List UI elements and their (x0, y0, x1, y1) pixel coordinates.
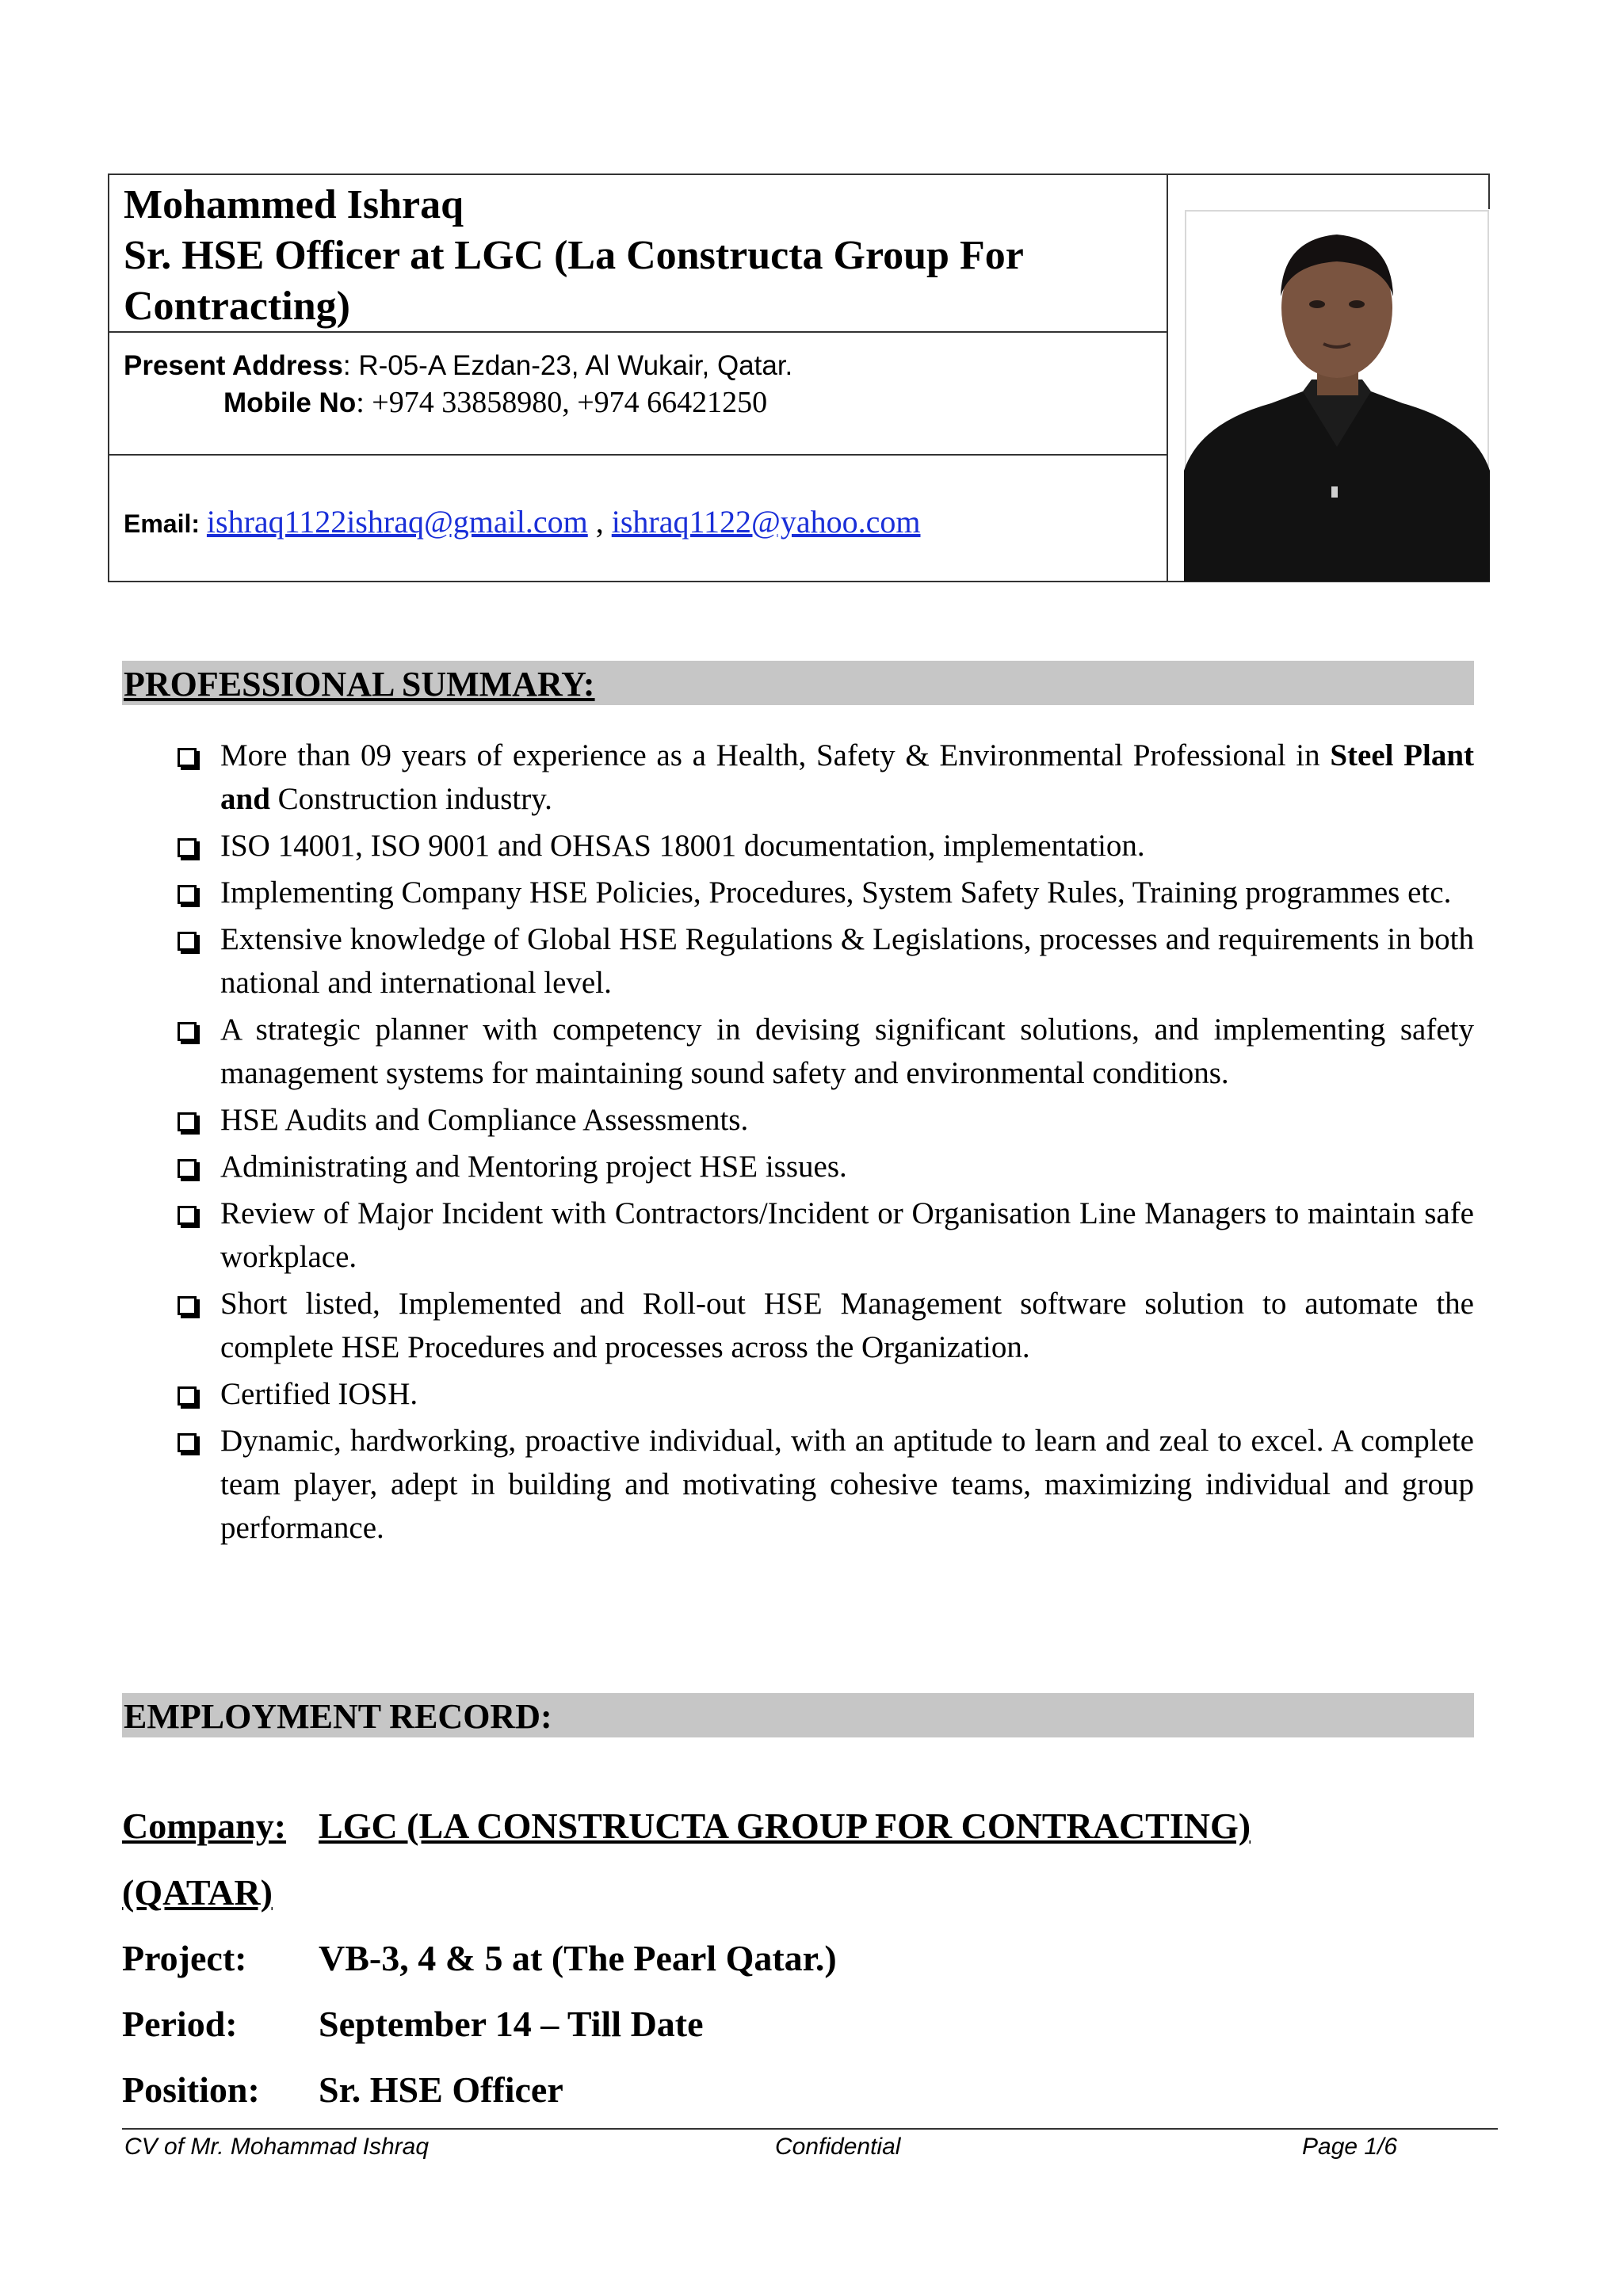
summary-item: Implementing Company HSE Policies, Procedures, System Safety Rules, Training programmes etc. (122, 871, 1474, 914)
summary-item: A strategic planner with competency in devising significant solutions, and implementing safety management systems for maintaining sound safety and environmental conditions. (122, 1008, 1474, 1095)
mobile-value: : +974 33858980, +974 66421250 (356, 386, 768, 419)
email-link-gmail[interactable]: ishraq1122ishraq@gmail.com (206, 504, 588, 540)
employment-company-continued (122, 1871, 273, 1913)
profile-photo-image (1184, 209, 1490, 582)
project-label: Project: (122, 1938, 247, 1978)
checkbox-bullet-icon (178, 838, 197, 857)
employment-company (122, 1805, 1251, 1847)
name-cell (109, 175, 1167, 333)
checkbox-bullet-icon (178, 1159, 197, 1178)
summary-item: Extensive knowledge of Global HSE Regulations & Legislations, processes and requirements in both national and international level. (122, 917, 1474, 1005)
email-line (124, 503, 920, 540)
checkbox-bullet-icon (178, 1433, 197, 1452)
checkbox-bullet-icon (178, 748, 197, 767)
summary-item: Administrating and Mentoring project HSE issues. (122, 1145, 1474, 1188)
employment-position (122, 2069, 563, 2111)
summary-item: HSE Audits and Compliance Assessments. (122, 1098, 1474, 1142)
footer-left: CV of Mr. Mohammad Ishraq (124, 2134, 430, 2160)
checkbox-bullet-icon (178, 1296, 197, 1315)
checkbox-bullet-icon (178, 1112, 197, 1131)
company-label: Company: (122, 1806, 287, 1846)
summary-item: Certified IOSH. (122, 1372, 1474, 1416)
checkbox-bullet-icon (178, 1386, 197, 1405)
mobile-number (223, 385, 767, 420)
address-label: Present Address (124, 350, 343, 381)
period-label: Period: (122, 2004, 238, 2044)
candidate-title-line1: Sr. HSE Officer at LGC (La Constructa Group For (124, 233, 1024, 278)
summary-item: Short listed, Implemented and Roll-out HSE Management software solution to automate the complete HSE Procedures and processes across the Organization. (122, 1282, 1474, 1369)
present-address (124, 350, 792, 382)
position-label: Position: (122, 2069, 260, 2110)
mobile-label: Mobile No (223, 387, 357, 418)
checkbox-bullet-icon (178, 1022, 197, 1041)
company-value-continued: (QATAR) (122, 1872, 273, 1913)
company-value: LGC (LA CONSTRUCTA GROUP FOR CONTRACTING) (319, 1806, 1251, 1846)
section-professional-summary (122, 661, 1474, 705)
email-link-yahoo[interactable]: ishraq1122@yahoo.com (611, 504, 921, 540)
summary-item: More than 09 years of experience as a Health, Safety & Environmental Professional in Steel Plant and Construction industry. (122, 734, 1474, 821)
period-value: September 14 – Till Date (319, 2004, 704, 2044)
checkbox-bullet-icon (178, 932, 197, 951)
position-value: Sr. HSE Officer (319, 2069, 563, 2110)
project-value: VB-3, 4 & 5 at (The Pearl Qatar.) (319, 1938, 837, 1978)
address-cell (109, 333, 1167, 456)
summary-item: Dynamic, hardworking, proactive individual, with an aptitude to learn and zeal to excel. A complete team player, adept in building and motivating cohesive teams, maximizing individual and group performance. (122, 1419, 1474, 1550)
checkbox-bullet-icon (178, 885, 197, 904)
email-separator: , (587, 504, 612, 540)
candidate-name: Mohammed Ishraq (124, 182, 464, 227)
summary-item: Review of Major Incident with Contractors/Incident or Organisation Line Managers to maintain safe workplace. (122, 1192, 1474, 1279)
email-label: Email: (124, 509, 200, 538)
email-cell (109, 456, 1167, 582)
footer-divider (122, 2128, 1498, 2130)
summary-list (122, 734, 1474, 1553)
employment-period (122, 2003, 704, 2045)
employment-project (122, 1937, 837, 1979)
address-value: : R-05-A Ezdan-23, Al Wukair, Qatar. (342, 350, 793, 381)
summary-item: ISO 14001, ISO 9001 and OHSAS 18001 documentation, implementation. (122, 824, 1474, 868)
header-info (109, 175, 1168, 581)
candidate-title-line2: Contracting) (124, 284, 350, 329)
section-title-summary: PROFESSIONAL SUMMARY: (124, 665, 595, 704)
footer-page-number: Page 1/6 (1302, 2134, 1398, 2160)
section-title-employment: EMPLOYMENT RECORD: (124, 1697, 552, 1736)
checkbox-bullet-icon (178, 1206, 197, 1225)
section-employment-record (122, 1693, 1474, 1737)
footer-center: Confidential (775, 2134, 901, 2160)
profile-photo (1184, 209, 1490, 582)
